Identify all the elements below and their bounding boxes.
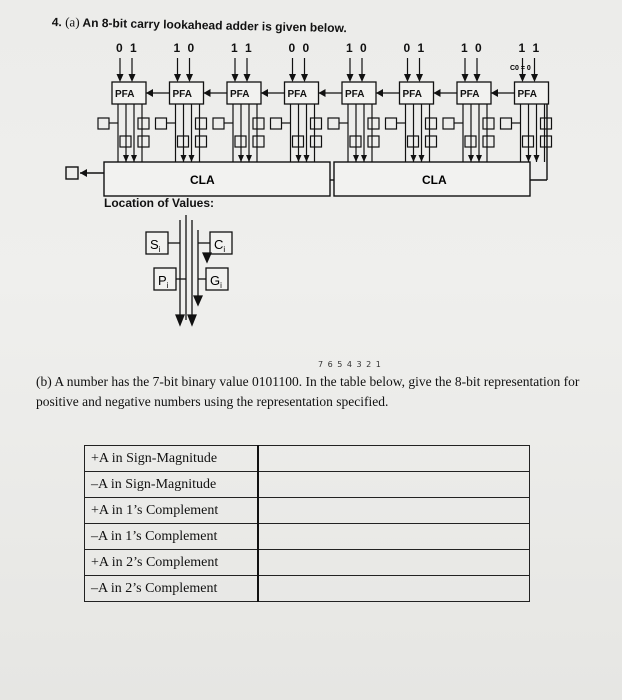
s-label: S: [150, 237, 159, 252]
input-arrow: [289, 74, 296, 82]
carry-arrow: [434, 89, 441, 97]
sum-output-box: [156, 118, 167, 129]
cla-input-arrow: [476, 155, 482, 162]
part-b-text-1: (b) A number has the 7-bit binary value: [36, 374, 252, 389]
carry-box: [426, 118, 437, 129]
cla-input-arrow: [411, 155, 417, 162]
cla-input-arrow: [123, 155, 129, 162]
sum-output-box: [386, 118, 397, 129]
carry-box: [311, 118, 322, 129]
cla-input-arrow: [296, 155, 302, 162]
sum-output-box: [501, 118, 512, 129]
part-b-text-2: . In the table below, give the 8-bit representation for positive and negative numbers using the representation specified.: [36, 374, 580, 409]
bit-pair-label: 1 1: [518, 41, 542, 55]
row-label: –A in 2’s Complement: [85, 576, 259, 602]
part-b-value: 0101100: [251, 374, 299, 389]
c-label: C: [214, 237, 224, 252]
s-sub: i: [158, 245, 161, 254]
bit-pair-label: 0 0: [288, 41, 312, 55]
sum-output-box: [98, 118, 109, 129]
pfa-label: PFA: [287, 89, 307, 100]
pfa-label: PFA: [115, 89, 135, 100]
input-arrow: [531, 74, 538, 82]
bit-pair-label: 1 1: [231, 41, 254, 55]
input-arrow: [359, 74, 366, 82]
g-output-box: [426, 136, 437, 147]
carry-arrow: [376, 89, 383, 97]
g-output-box: [311, 136, 322, 147]
input-arrow: [462, 74, 469, 82]
cla-input-arrow: [304, 155, 310, 162]
row-label: +A in 1’s Complement: [85, 498, 259, 524]
part-b-paragraph: [36, 372, 596, 412]
g-label: G: [210, 273, 221, 288]
row-label: +A in Sign-Magnitude: [85, 446, 259, 472]
cla-input-arrow: [534, 155, 540, 162]
pfa-label: PFA: [230, 89, 250, 100]
input-arrow: [519, 74, 526, 82]
g-output-box: [368, 136, 379, 147]
input-arrow: [244, 74, 251, 82]
input-arrow: [474, 74, 481, 82]
c-sub: i: [223, 245, 226, 254]
carry-box: [138, 118, 149, 129]
table-row: [85, 446, 530, 472]
carry-out-box: [66, 167, 78, 179]
cla-label-left: CLA: [190, 173, 215, 187]
answer-cell[interactable]: [258, 498, 530, 524]
input-arrow: [186, 74, 193, 82]
input-arrow: [129, 74, 136, 82]
answer-cell[interactable]: [258, 524, 530, 550]
sum-output-box: [213, 118, 224, 129]
cla-box-left: [104, 162, 330, 196]
sum-output-box: [443, 118, 454, 129]
representation-table: [84, 445, 530, 602]
cla-input-arrow: [419, 155, 425, 162]
row-label: –A in 1’s Complement: [85, 524, 259, 550]
location-diagram: [146, 215, 232, 325]
carry-box: [541, 118, 552, 129]
g-sub: i: [220, 281, 222, 290]
p-sub: i: [166, 281, 169, 290]
cla-input-arrow: [189, 155, 195, 162]
part-a-text: An 8-bit carry lookahead adder is given below.: [82, 15, 347, 36]
input-arrow: [301, 74, 308, 82]
g-output-box: [483, 136, 494, 147]
carry-box: [483, 118, 494, 129]
bit-pair-label: 1 0: [461, 41, 484, 55]
carry-arrow: [261, 89, 268, 97]
carry-arrow: [491, 89, 498, 97]
carry-box: [253, 118, 264, 129]
input-arrow: [404, 74, 411, 82]
bit-position-marks: 7 6 5 4 3 2 1: [318, 360, 382, 369]
input-arrow: [232, 74, 239, 82]
carry-in-label: C0 = 0: [510, 65, 531, 72]
table-row: [85, 524, 530, 550]
input-arrow: [117, 74, 124, 82]
g-output-box: [541, 136, 552, 147]
pfa-label: PFA: [517, 89, 537, 100]
answer-cell[interactable]: [258, 576, 530, 602]
cla-label-right: CLA: [422, 173, 447, 187]
carry-box: [196, 118, 207, 129]
input-arrow: [174, 74, 181, 82]
table-row: [85, 576, 530, 602]
cla-input-arrow: [238, 155, 244, 162]
carry-box: [368, 118, 379, 129]
part-a-label: (a): [65, 14, 80, 30]
g-output-box: [253, 136, 264, 147]
cla-input-arrow: [353, 155, 359, 162]
bit-pair-label: 0 1: [116, 41, 139, 55]
sum-output-box: [271, 118, 282, 129]
row-label: –A in Sign-Magnitude: [85, 472, 259, 498]
pfa-label: PFA: [345, 89, 365, 100]
question-number: 4.: [51, 14, 62, 30]
cla-input-arrow: [361, 155, 367, 162]
row-label: +A in 2’s Complement: [85, 550, 259, 576]
input-arrow: [347, 74, 354, 82]
bit-pair-label: 1 0: [173, 41, 197, 55]
table-row: [85, 550, 530, 576]
p-label: P: [158, 273, 167, 288]
cla-input-arrow: [526, 155, 532, 162]
cla-adder-diagram: [0, 0, 622, 330]
pfa-label: PFA: [172, 89, 192, 100]
answer-cell[interactable]: [258, 446, 530, 472]
carry-arrow: [319, 89, 326, 97]
carry-arrow: [146, 89, 153, 97]
cla-input-arrow: [246, 155, 252, 162]
carry-arrow: [204, 89, 211, 97]
table-row: [85, 498, 530, 524]
answer-cell[interactable]: [258, 472, 530, 498]
table-row: [85, 472, 530, 498]
bit-pair-label: 0 1: [403, 41, 427, 55]
cla-input-arrow: [131, 155, 137, 162]
answer-cell[interactable]: [258, 550, 530, 576]
cla-input-arrow: [181, 155, 187, 162]
input-arrow: [416, 74, 423, 82]
bit-pair-label: 1 0: [346, 41, 369, 55]
g-output-box: [196, 136, 207, 147]
cla-input-arrow: [468, 155, 474, 162]
location-title: Location of Values:: [104, 196, 215, 210]
pfa-label: PFA: [460, 89, 480, 100]
g-output-box: [138, 136, 149, 147]
sum-output-box: [328, 118, 339, 129]
pfa-label: PFA: [402, 89, 422, 100]
